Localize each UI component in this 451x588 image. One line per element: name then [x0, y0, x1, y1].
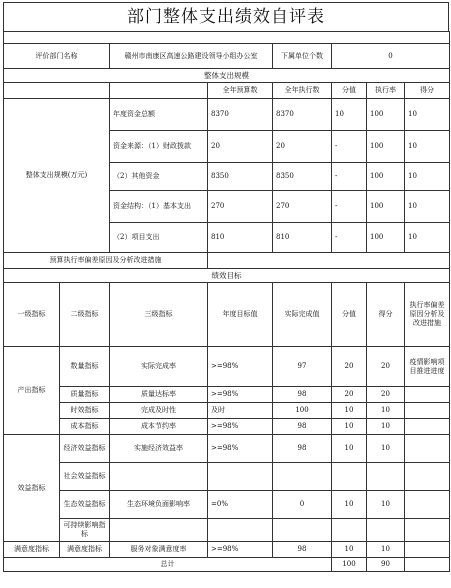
perf-score: 10	[367, 419, 405, 435]
perf-target: >=98%	[208, 347, 273, 387]
perf-header-level2: 二级指标	[60, 283, 110, 347]
spend-budget: 810	[208, 223, 273, 253]
perf-note	[405, 387, 450, 403]
spend-score: 10	[405, 99, 450, 131]
perf-section-title: 绩效目标	[4, 269, 450, 283]
perf-points: 10	[332, 419, 367, 435]
spend-budget: 8350	[208, 163, 273, 191]
spend-item: 资金来源：（1）财政拨款	[110, 131, 208, 163]
perf-header-note: 执行率偏差原因分析及改进措施	[405, 283, 450, 347]
spend-budget: 8370	[208, 99, 273, 131]
perf-target	[208, 519, 273, 542]
perf-level3	[110, 519, 208, 542]
spend-rate: 100	[367, 223, 405, 253]
deviation-value	[208, 253, 450, 269]
spend-item: （2）其他资金	[110, 163, 208, 191]
perf-level2: 可持续影响指标	[60, 519, 110, 542]
total-score: 90	[367, 558, 405, 572]
perf-actual: 98	[273, 542, 332, 558]
org-row	[4, 44, 450, 69]
spend-header-budget: 全年预算数	[208, 83, 273, 99]
perf-row	[4, 419, 450, 435]
perf-actual: 98	[273, 435, 332, 463]
perf-points: 10	[332, 435, 367, 463]
spend-section-row	[4, 69, 450, 83]
spend-actual: 810	[273, 223, 332, 253]
perf-note	[405, 403, 450, 419]
perf-level3: 完成及时性	[110, 403, 208, 419]
perf-note	[405, 491, 450, 519]
perf-actual: 98	[273, 419, 332, 435]
perf-header-level1: 一级指标	[4, 283, 60, 347]
spend-actual: 8350	[273, 163, 332, 191]
perf-row	[4, 435, 450, 463]
perf-target: >=98%	[208, 387, 273, 403]
perf-target	[208, 463, 273, 491]
perf-target: >=98%	[208, 542, 273, 558]
perf-row	[4, 519, 450, 542]
perf-header-score: 得分	[367, 283, 405, 347]
perf-row	[4, 387, 450, 403]
spend-actual: 8370	[273, 99, 332, 131]
perf-target: 及时	[208, 403, 273, 419]
perf-score: 10	[367, 491, 405, 519]
perf-score: 20	[367, 387, 405, 403]
sub-unit-label: 下属单位个数	[273, 44, 332, 69]
evaluation-form	[3, 2, 449, 572]
perf-score	[367, 463, 405, 491]
perf-row	[4, 542, 450, 558]
perf-level2: 满意度指标	[60, 542, 110, 558]
spacer-cell	[4, 32, 450, 44]
perf-level3: 实施经济效益率	[110, 435, 208, 463]
sub-unit-count: 0	[332, 44, 450, 69]
perf-row	[4, 347, 450, 387]
perf-row	[4, 463, 450, 491]
spend-header-blank	[4, 83, 110, 99]
perf-level1-output: 产出指标	[4, 347, 60, 435]
perf-row	[4, 403, 450, 419]
deviation-label: 预算执行率偏差原因及分析改进措施	[4, 253, 208, 269]
perf-actual: 98	[273, 387, 332, 403]
perf-level2: 经济效益指标	[60, 435, 110, 463]
spacer-row	[4, 32, 450, 44]
org-name: 赣州市南康区高速公路建设领导小组办公室	[110, 44, 273, 69]
spend-header-actual: 全年执行数	[273, 83, 332, 99]
spend-header-rate: 执行率	[367, 83, 405, 99]
spend-header-score: 得分	[405, 83, 450, 99]
perf-points: 10	[332, 542, 367, 558]
perf-level3: 质量达标率	[110, 387, 208, 403]
perf-note	[405, 463, 450, 491]
perf-header-actual: 实际完成值	[273, 283, 332, 347]
perf-header-row	[4, 283, 450, 347]
spend-points: -	[332, 191, 367, 223]
perf-points: 20	[332, 347, 367, 387]
perf-level2: 生态效益指标	[60, 491, 110, 519]
spend-item: 年度资金总额	[110, 99, 208, 131]
perf-level3	[110, 463, 208, 491]
perf-points	[332, 463, 367, 491]
spend-points: -	[332, 163, 367, 191]
perf-note	[405, 519, 450, 542]
org-label: 评价部门名称	[4, 44, 110, 69]
perf-score: 20	[367, 347, 405, 387]
perf-section-row	[4, 269, 450, 283]
perf-actual	[273, 519, 332, 542]
deviation-row	[4, 253, 450, 269]
spend-rate: 100	[367, 131, 405, 163]
perf-points: 20	[332, 387, 367, 403]
perf-score: 10	[367, 403, 405, 419]
spend-header-points: 分值	[332, 83, 367, 99]
perf-points	[332, 519, 367, 542]
spend-score: 10	[405, 223, 450, 253]
perf-target: =0%	[208, 491, 273, 519]
perf-level1-benefit: 效益指标	[4, 435, 60, 542]
perf-points: 10	[332, 403, 367, 419]
perf-actual: 100	[273, 403, 332, 419]
perf-score: 10	[367, 542, 405, 558]
perf-score	[367, 519, 405, 542]
perf-target: >=98%	[208, 435, 273, 463]
spend-header-item-blank	[110, 83, 208, 99]
spend-score: 10	[405, 163, 450, 191]
spend-score: 10	[405, 131, 450, 163]
evaluation-table	[3, 31, 450, 572]
total-note	[405, 558, 450, 572]
total-row	[4, 558, 450, 572]
perf-row	[4, 491, 450, 519]
spend-score: 10	[405, 191, 450, 223]
spend-points: -	[332, 223, 367, 253]
page-title: 部门整体支出绩效自评表	[3, 2, 449, 31]
perf-target: >=98%	[208, 419, 273, 435]
spend-group-label: 整体支出规模(万元)	[4, 99, 110, 253]
spend-header-row	[4, 83, 450, 99]
perf-level3: 成本节约率	[110, 419, 208, 435]
perf-level3: 生态环境负面影响率	[110, 491, 208, 519]
spend-rate: 100	[367, 191, 405, 223]
perf-level3: 服务对象满意度率	[110, 542, 208, 558]
perf-actual: 97	[273, 347, 332, 387]
spend-points: -	[332, 131, 367, 163]
perf-score: 10	[367, 435, 405, 463]
total-label: 总计	[4, 558, 332, 572]
perf-points: 10	[332, 491, 367, 519]
perf-level2: 社会效益指标	[60, 463, 110, 491]
spend-item: 资金结构：（1）基本支出	[110, 191, 208, 223]
perf-note: 疫情影响项目推进进度	[405, 347, 450, 387]
total-points: 100	[332, 558, 367, 572]
spend-section-title: 整体支出规模	[4, 69, 450, 83]
perf-level2: 质量指标	[60, 387, 110, 403]
perf-header-target: 年度目标值	[208, 283, 273, 347]
spend-actual: 270	[273, 191, 332, 223]
perf-level2: 数量指标	[60, 347, 110, 387]
spend-budget: 270	[208, 191, 273, 223]
perf-level1-satisfaction: 满意度指标	[4, 542, 60, 558]
perf-header-points: 分值	[332, 283, 367, 347]
perf-level2: 时效指标	[60, 403, 110, 419]
perf-note	[405, 435, 450, 463]
spend-row	[4, 99, 450, 131]
perf-level3: 实际完成率	[110, 347, 208, 387]
perf-actual: 0	[273, 491, 332, 519]
spend-rate: 100	[367, 99, 405, 131]
perf-header-level3: 三级指标	[110, 283, 208, 347]
perf-level2: 成本指标	[60, 419, 110, 435]
spend-points: 10	[332, 99, 367, 131]
perf-note	[405, 542, 450, 558]
spend-budget: 20	[208, 131, 273, 163]
spend-rate: 100	[367, 163, 405, 191]
perf-actual	[273, 463, 332, 491]
spend-actual: 20	[273, 131, 332, 163]
perf-note	[405, 419, 450, 435]
spend-item: （2）项目支出	[110, 223, 208, 253]
